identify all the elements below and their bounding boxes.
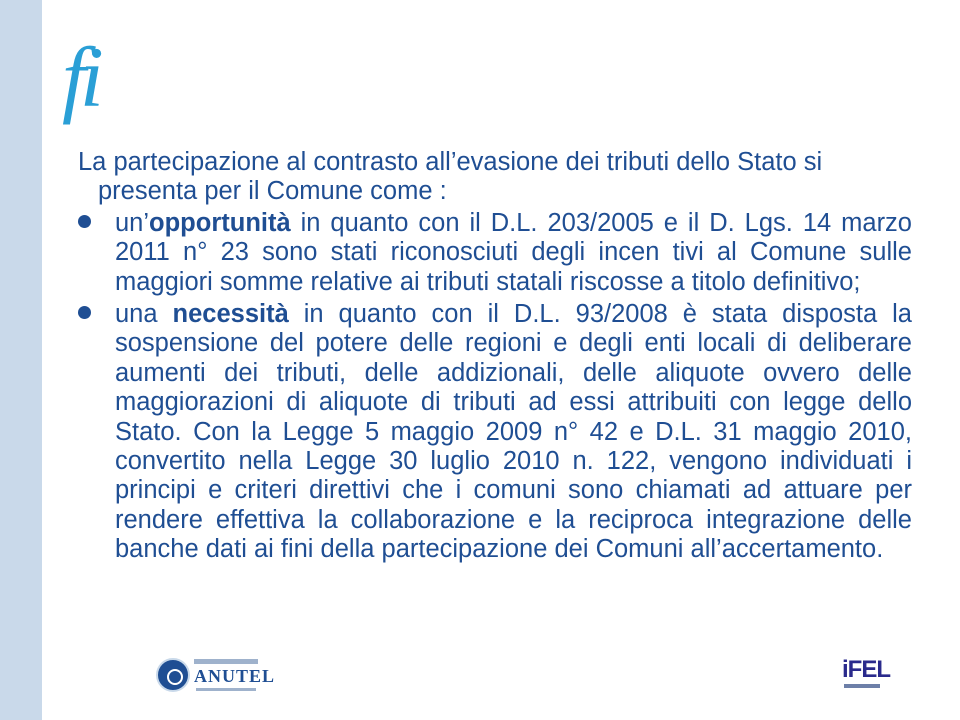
anutel-header-bar	[194, 659, 258, 664]
slide-content	[78, 148, 912, 568]
anutel-seal-icon	[156, 658, 190, 692]
left-decorative-band	[0, 0, 42, 720]
bullet-prefix: una	[115, 300, 173, 329]
anutel-logo	[156, 656, 276, 696]
intro-paragraph: La partecipazione al contrasto all’evasione dei tributi dello Stato si presenta per il Comune come :	[78, 148, 823, 206]
bullet-prefix: un’	[115, 208, 150, 237]
ifel-logo	[842, 656, 892, 696]
anutel-tagline-bar	[196, 688, 256, 691]
bullet-necessita	[78, 300, 912, 565]
anutel-wordmark: ANUTEL	[194, 666, 276, 686]
bullet-text: in quanto con il D.L. 203/2005 e il D. Lgs. 14 marzo 2011 n° 23 sono stati riconosciuti degli incen tivi al Comune sulle maggiori somme relative ai tributi statali riscosse a titolo definitivo;	[115, 208, 912, 296]
bullet-opportunita	[78, 209, 912, 297]
bullet-keyword: necessità	[172, 300, 289, 329]
bullet-dot-icon	[78, 306, 91, 319]
bullet-dot-icon	[78, 215, 91, 228]
ifel-subtitle-bar	[844, 684, 880, 688]
ifel-wordmark: iFEL	[842, 656, 890, 683]
bullet-keyword: opportunità	[149, 208, 291, 237]
fi-logo: fi	[62, 29, 98, 125]
bullet-text: in quanto con il D.L. 93/2008 è stata disposta la sospensione del potere delle regioni e degli enti locali di deliberare aumenti dei tributi, delle addizionali, delle aliquote ovvero delle maggiorazioni di aliquote di tributi ad essi attribuiti con legge dello Stato. Con la Legge 5 maggio 2009 n° 42 e D.L. 31 maggio 2010, convertito nella Legge 30 luglio 2010 n. 122, vengono individuati i principi e criteri direttivi che i comuni sono chiamati ad attuare per rendere effettiva la collaborazione e la reciproca integrazione delle banche dati ai fini della partecipazione dei Comuni all’accertamento.	[115, 300, 912, 564]
